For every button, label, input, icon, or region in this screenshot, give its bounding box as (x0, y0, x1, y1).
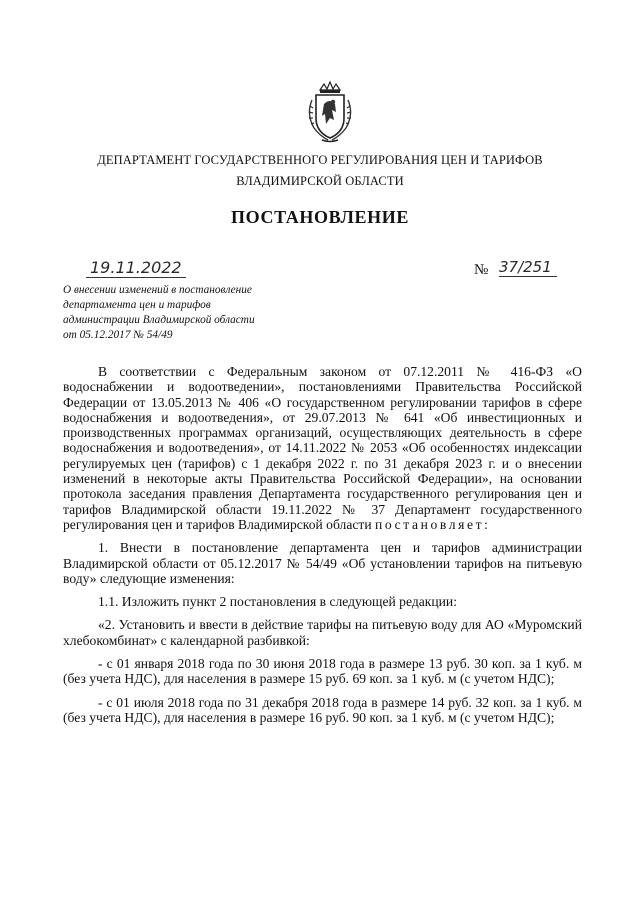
document-type-title: ПОСТАНОВЛЕНИЕ (231, 207, 409, 227)
item-2-paragraph: «2. Установить и ввести в действие тарифы на питьевую воду для АО «Муромский хлебокомбинат» с календарной разбивкой: (63, 617, 582, 648)
department-name-line1: ДЕПАРТАМЕНТ ГОСУДАРСТВЕННОГО РЕГУЛИРОВАНИЯ ЦЕН И ТАРИФОВ (97, 153, 543, 167)
subject-line: от 05.12.2017 № 54/49 (63, 329, 173, 341)
item-1-1-paragraph: 1.1. Изложить пункт 2 постановления в следующей редакции: (98, 594, 457, 610)
preamble-paragraph (63, 364, 582, 532)
document-number: 37/251 (499, 258, 557, 277)
subject-line: департамента цен и тарифов (63, 299, 211, 311)
subject-line: О внесении изменений в постановление (63, 284, 252, 296)
preamble-text: В соответствии с Федеральным законом от 07.12.2011 № 416-ФЗ «О водоснабжении и водоотведении», постановлениями Правительства Российской Федерации от 13.05.2013 № 406 «О государственном регулировании тарифов в сфере водоснабжения и водоотведения», от 29.07.2013 № 641 «Об инвестиционных и производственных программах организаций, осуществляющих деятельность в сфере водоснабжения и водоотведения», от 14.11.2022 № 2053 «Об особенностях индексации регулируемых цен (тарифов) с 1 декабря 2022 г. по 31 декабря 2023 г. и о внесении изменений в некоторые акты Правительства Российской Федерации», на основании протокола заседания правления Департамента государственного регулирования цен и тарифов Владимирской области 19.11.2022 № 37 Департамент государственного регулирования цен и тарифов Владимирской области (63, 364, 582, 532)
coat-of-arms-icon (302, 80, 358, 144)
document-subject (63, 283, 293, 343)
document-body (63, 364, 582, 725)
item-1-paragraph: 1. Внести в постановление департамента цен и тарифов администрации Владимирской области от 05.12.2017 № 54/49 «Об установлении тарифов на питьевую воду» следующие изменения: (63, 540, 582, 586)
department-name-line2: ВЛАДИМИРСКОЙ ОБЛАСТИ (236, 174, 404, 188)
resolution-verb: постановляет: (375, 516, 491, 532)
tariff-period-1: - с 01 января 2018 года по 30 июня 2018 года в размере 13 руб. 30 коп. за 1 куб. м (без учета НДС), для населения в размере 15 руб. 69 коп. за 1 куб. м (с учетом НДС); (63, 656, 582, 687)
subject-line: администрации Владимирской области (63, 314, 255, 326)
tariff-period-2: - с 01 июля 2018 года по 31 декабря 2018 года в размере 14 руб. 32 коп. за 1 куб. м (без учета НДС), для населения в размере 16 руб. 90 коп. за 1 куб. м (с учетом НДС); (63, 694, 582, 725)
document-number-label: № (474, 262, 489, 278)
document-date: 19.11.2022 (86, 259, 186, 278)
